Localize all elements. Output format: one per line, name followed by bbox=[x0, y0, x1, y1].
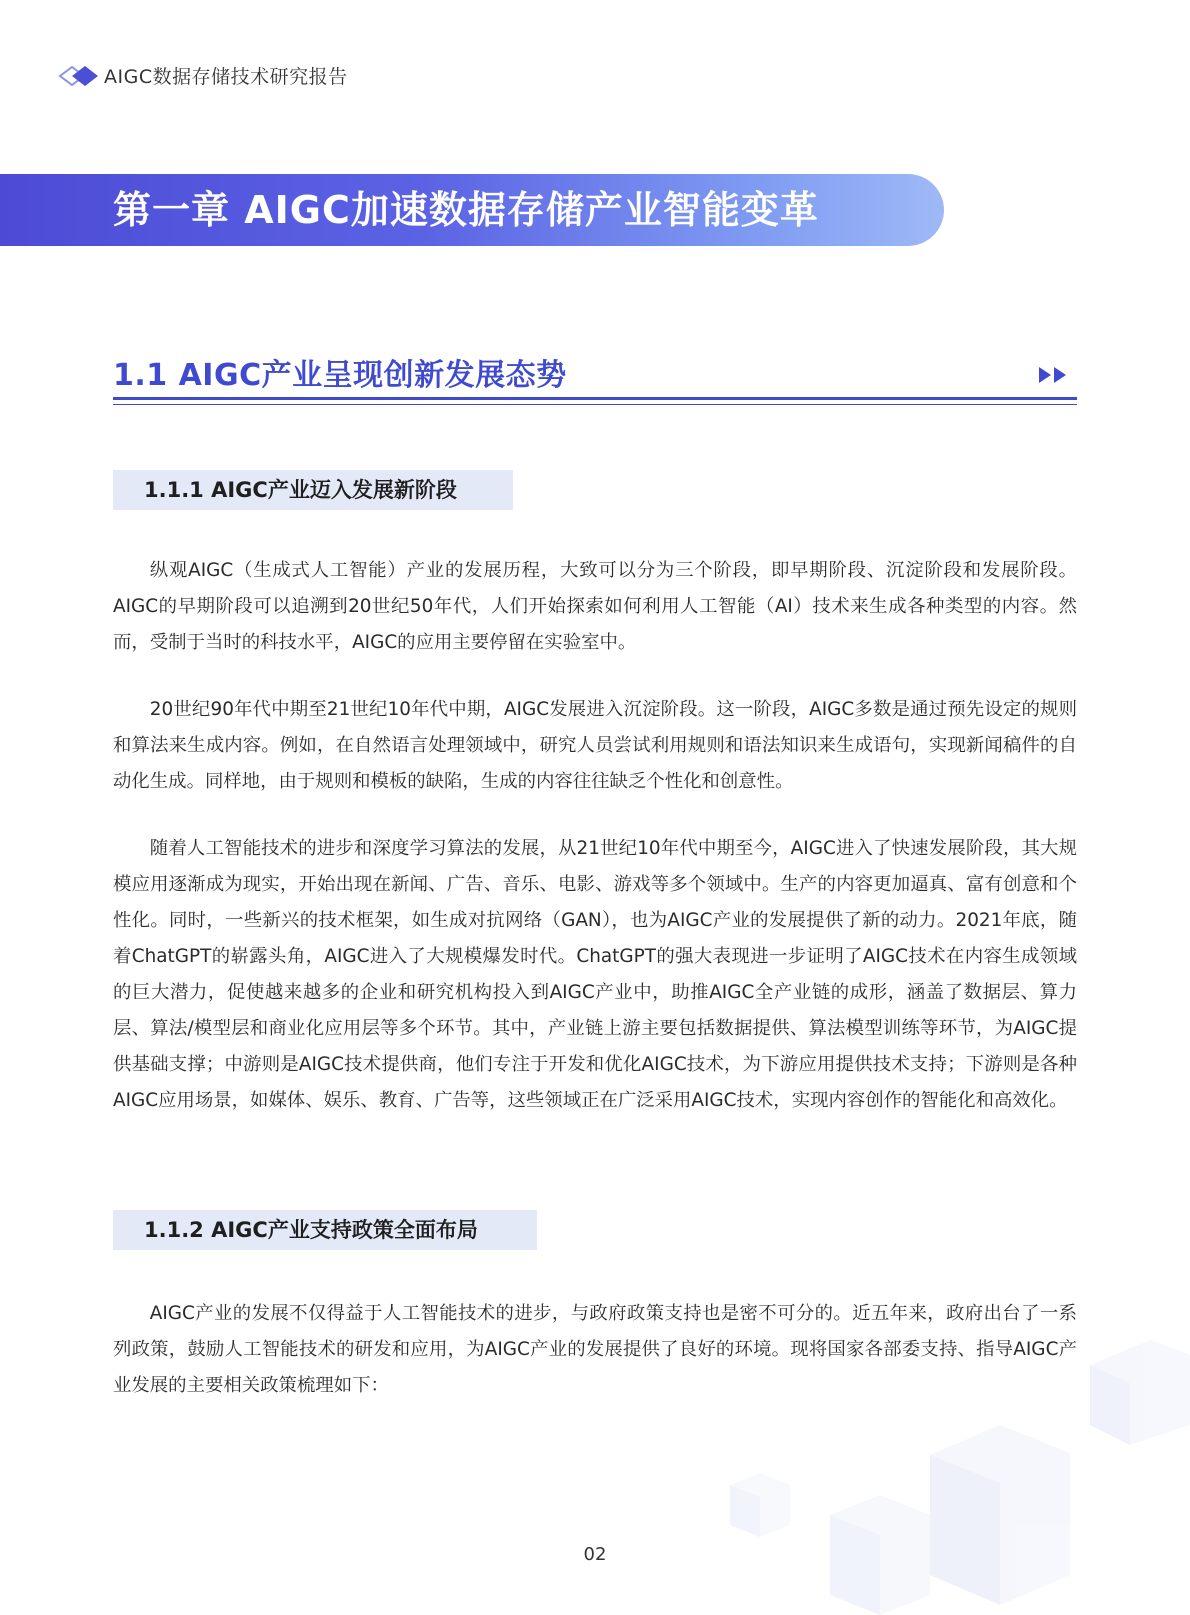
section-title: 1.1 AIGC产业呈现创新发展态势 bbox=[113, 358, 567, 393]
subsection-heading: 1.1.1 AIGC产业迈入发展新阶段 bbox=[113, 470, 513, 510]
page-number: 02 bbox=[583, 1544, 607, 1565]
section-rule-thick bbox=[113, 397, 1077, 400]
chapter-banner bbox=[0, 174, 944, 246]
subsection-heading: 1.1.2 AIGC产业支持政策全面布局 bbox=[113, 1210, 537, 1250]
paragraph: 纵观AIGC（生成式人工智能）产业的发展历程，大致可以分为三个阶段，即早期阶段、沉淀阶段和发展阶段。AIGC的早期阶段可以追溯到20世纪50年代，人们开始探索如何利用人工智能（AI）技术来生成各种类型的内容。然而，受制于当时的科技水平，AIGC的应用主要停留在实验室中。 bbox=[113, 560, 1077, 653]
paragraph: 随着人工智能技术的进步和深度学习算法的发展，从21世纪10年代中期至今，AIGC进入了快速发展阶段，其大规模应用逐渐成为现实，开始出现在新闻、广告、音乐、电影、游戏等多个领域中。生产的内容更加逼真、富有创意和个性化。同时，一些新兴的技术框架，如生成对抗网络（GAN），也为AIGC产业的发展提供了新的动力。2021年底，随着ChatGPT的崭露头角，AIGC进入了大规模爆发时代。ChatGPT的强大表现进一步证明了AIGC技术在内容生成领域的巨大潜力，促使越来越多的企业和研究机构投入到AIGC产业中，助推AIGC全产业链的成形，涵盖了数据层、算力层、算法/模型层和商业化应用层等多个环节。其中，产业链上游主要包括数据提供、算法模型训练等环节，为AIGC提供基础支撑；中游则是AIGC技术提供商，他们专注于开发和优化AIGC技术，为下游应用提供技术支持；下游则是各种AIGC应用场景，如媒体、娱乐、教育、广告等，这些领域正在广泛采用AIGC技术，实现内容创作的智能化和高效化。 bbox=[113, 838, 1077, 1111]
decorative-cubes bbox=[670, 1335, 1190, 1615]
paragraph: 20世纪90年代中期至21世纪10年代中期，AIGC发展进入沉淀阶段。这一阶段，AIGC多数是通过预先设定的规则和算法来生成内容。例如，在自然语言处理领域中，研究人员尝试利用规则和语法知识来生成语句，实现新闻稿件的自动化生成。同样地，由于规则和模板的缺陷，生成的内容往往缺乏个性化和创意性。 bbox=[113, 699, 1077, 792]
page-header bbox=[58, 62, 348, 89]
double-arrow-right-icon bbox=[1039, 366, 1069, 384]
report-title: AIGC数据存储技术研究报告 bbox=[104, 66, 348, 88]
chapter-title: 第一章 AIGC加速数据存储产业智能变革 bbox=[113, 188, 819, 232]
double-diamond-logo-icon bbox=[58, 63, 102, 89]
paragraph: AIGC产业的发展不仅得益于人工智能技术的进步，与政府政策支持也是密不可分的。近五年来，政府出台了一系列政策，鼓励人工智能技术的研发和应用，为AIGC产业的发展提供了良好的环境。现将国家各部委支持、指导AIGC产业发展的主要相关政策梳理如下： bbox=[113, 1303, 1077, 1396]
section-heading bbox=[113, 350, 1077, 412]
section-rule-thin bbox=[113, 404, 1077, 405]
